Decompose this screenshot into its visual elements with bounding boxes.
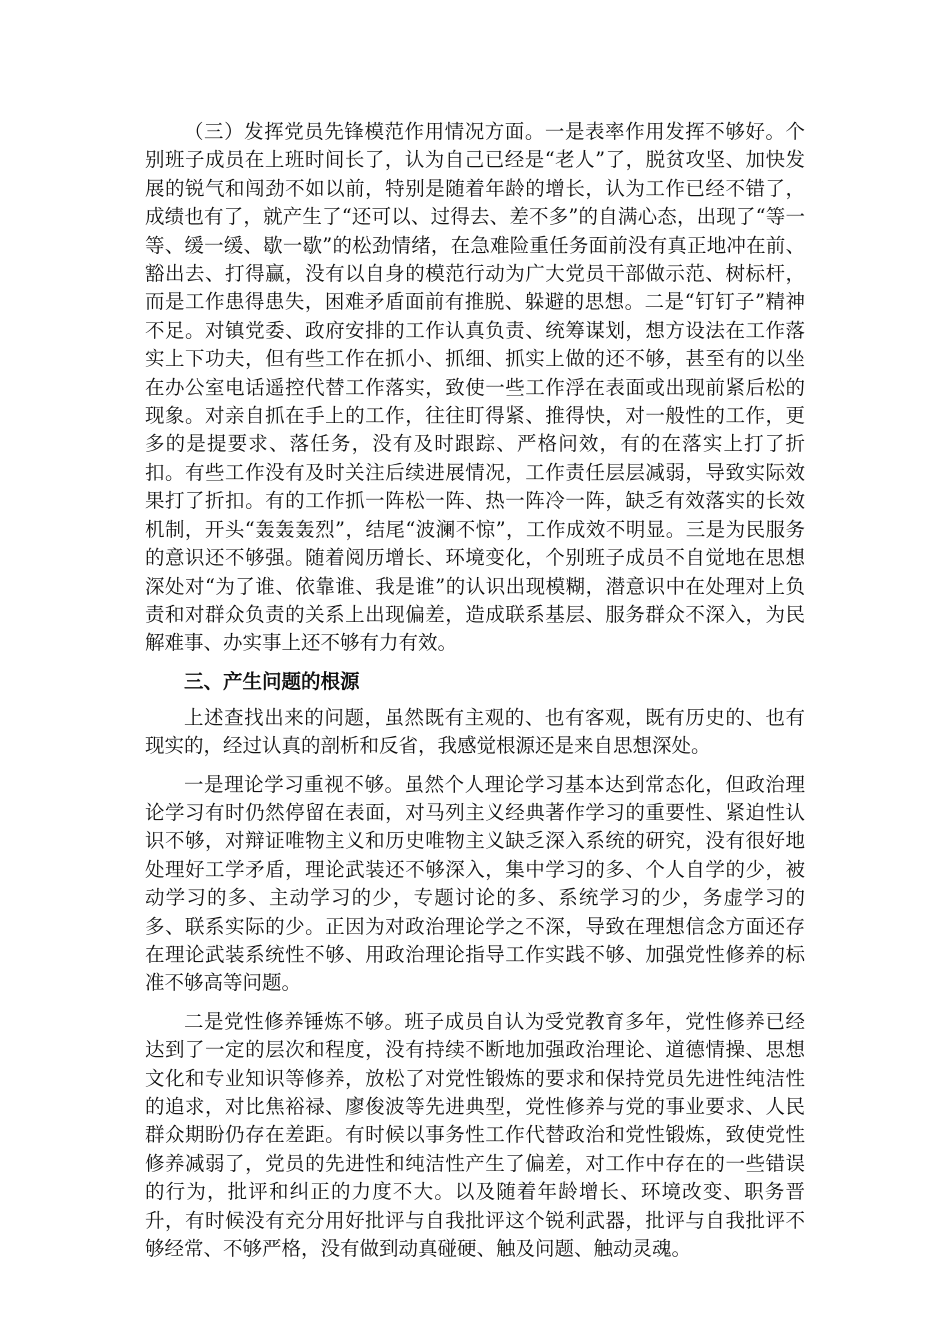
- paragraph-party-member-role: （三）发挥党员先锋模范作用情况方面。一是表率作用发挥不够好。个别班子成员在上班时间长了，认为自己已经是“老人”了，脱贫攻坚、加快发展的锐气和闯劲不如以前，特别是随着年龄的增长，认为工作已经不错了，成绩也有了，就产生了“还可以、过得去、差不多”的自满心态，出现了“等一等、缓一缓、歇一歇”的松劲情绪，在急难险重任务面前没有真正地冲在前、豁出去、打得赢，没有以自身的模范行动为广大党员干部做示范、树标杆，而是工作患得患失，困难矛盾面前有推脱、躲避的思想。二是“钉钉子”精神不足。对镇党委、政府安排的工作认真负责、统筹谋划，想方设法在工作落实上下功夫，但有些工作在抓小、抓细、抓实上做的还不够，甚至有的以坐在办公室电话遥控代替工作落实，致使一些工作浮在表面或出现前紧后松的现象。对亲自抓在手上的工作，往往盯得紧、推得快，对一般性的工作，更多的是提要求、落任务，没有及时跟踪、严格问效，有的在落实上打了折扣。有些工作没有及时关注后续进展情况，工作责任层层减弱，导致实际效果打了折扣。有的工作抓一阵松一阵、热一阵冷一阵，缺乏有效落实的长效机制，开头“轰轰轰烈”，结尾“波澜不惊”，工作成效不明显。三是为民服务的意识还不够强。随着阅历增长、环境变化，个别班子成员不自觉地在思想深处对“为了谁、依靠谁、我是谁”的认识出现模糊，潜意识中在处理对上负责和对群众负责的关系上出现偏差，造成联系基层、服务群众不深入，为民解难事、办实事上还不够有力有效。: [145, 120, 805, 655]
- paragraph-theory-study: 一是理论学习重视不够。虽然个人理论学习基本达到常态化，但政治理论学习有时仍然停留在表面，对马列主义经典著作学习的重要性、紧迫性认识不够，对辩证唯物主义和历史唯物主义缺乏深入系统的研究，没有很好地处理好工学矛盾，理论武装还不够深入，集中学习的多、个人自学的少，被动学习的多、主动学习的少，专题讨论的多、系统学习的少，务虚学习的多、联系实际的少。正因为对政治理论学之不深，导致在理想信念方面还存在理论武装系统性不够、用政治理论指导工作实践不够、加强党性修养的标准不够高等问题。: [145, 772, 805, 995]
- section-heading-root-causes: 三、产生问题的根源: [184, 669, 360, 693]
- document-body: [145, 118, 805, 1263]
- paragraph-root-cause-intro: 上述查找出来的问题，虽然既有主观的、也有客观，既有历史的、也有现实的，经过认真的剖析和反省，我感觉根源还是来自思想深处。: [145, 705, 805, 758]
- paragraph-party-spirit: 二是党性修养锤炼不够。班子成员自认为受党教育多年，党性修养已经达到了一定的层次和程度，没有持续不断地加强政治理论、道德情操、思想文化和专业知识等修养，放松了对党性锻炼的要求和保持党员先进性纯洁性的追求，对比焦裕禄、廖俊波等先进典型，党性修养与党的事业要求、人民群众期盼仍存在差距。有时候以事务性工作代替政治和党性锻炼，致使党性修养减弱了，党员的先进性和纯洁性产生了偏差，对工作中存在的一些错误的行为，批评和纠正的力度不大。以及随着年龄增长、环境改变、职务晋升，有时候没有充分用好批评与自我批评这个锐利武器，批评与自我批评不够经常、不够严格，没有做到动真碰硬、触及问题、触动灵魂。: [145, 1009, 805, 1261]
